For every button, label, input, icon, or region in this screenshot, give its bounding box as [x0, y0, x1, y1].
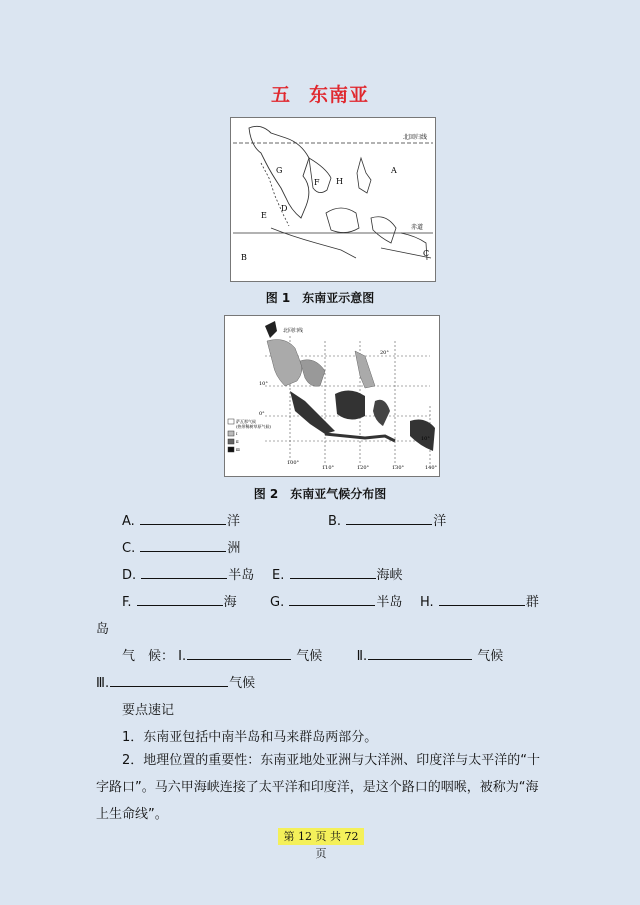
blank-climate-3[interactable] [110, 672, 228, 687]
question-d [122, 564, 254, 583]
question-a-label: A. [122, 514, 135, 529]
label-h: H [336, 177, 343, 186]
question-f-suffix: 海 [223, 595, 237, 610]
label-f: F [314, 178, 320, 187]
question-g-label: G. [270, 595, 285, 610]
label-a: A [391, 166, 397, 175]
question-b [328, 510, 446, 529]
question-a [122, 510, 240, 529]
section-title [0, 80, 640, 107]
blank-d[interactable] [141, 564, 227, 579]
legend-title2: (热带稀树草原气候) [236, 424, 272, 429]
question-e-label: E. [272, 568, 285, 583]
question-d-label: D. [122, 568, 137, 583]
section-number: 五 [270, 84, 291, 106]
question-e-suffix: 海峡 [376, 568, 403, 583]
climate-legend [228, 418, 272, 452]
climate-distribution-map [225, 316, 439, 476]
blank-climate-2[interactable] [368, 645, 472, 660]
question-g [270, 591, 402, 610]
climate-question-3 [96, 672, 255, 691]
blank-g[interactable] [289, 591, 375, 606]
figure-2-caption: 图 2 东南亚气候分布图 [253, 487, 387, 501]
lon-100: 100° [287, 460, 300, 466]
notes-item-2: 2．地理位置的重要性：东南亚地处亚洲与大洋洲、印度洋与太平洋的“十字路口”。马六甲海峡连接了太平洋和印度洋，是这个路口的咽喉，被称为“海上生命线”。 [96, 753, 541, 822]
southeast-asia-outline-map [231, 118, 435, 281]
climate-2-label: Ⅱ. [356, 649, 368, 664]
legend-title: 萨瓦那气候 [236, 419, 256, 424]
lat-20: 20° [380, 350, 389, 356]
fig2-tropic-label: 北回归线 [283, 328, 304, 334]
question-h [420, 591, 539, 610]
section-name: 东南亚 [309, 84, 370, 106]
climate-1-label: Ⅰ. [178, 649, 187, 664]
blank-f[interactable] [137, 591, 223, 606]
climate-label: 气 候： [122, 649, 175, 664]
lon-110: 110° [322, 465, 335, 471]
climate-2-suffix: 气候 [477, 649, 504, 664]
legend-3: Ⅲ [236, 447, 240, 452]
label-e: E [261, 211, 267, 220]
label-b: B [241, 253, 247, 262]
blank-c[interactable] [140, 537, 226, 552]
lon-140: 140° [425, 465, 438, 471]
question-f-label: F. [122, 595, 132, 610]
notes-heading: 要点速记 [122, 703, 175, 718]
question-e [272, 564, 403, 583]
figure-1-caption: 图 1 东南亚示意图 [265, 291, 375, 305]
equator-label: 赤道 [411, 224, 424, 231]
question-h-wrap: 岛 [96, 622, 110, 637]
question-h-label: H. [420, 595, 434, 610]
climate-1-suffix: 气候 [296, 649, 323, 664]
legend-1: Ⅰ [236, 431, 238, 436]
figure-1-map [230, 117, 436, 282]
question-b-label: B. [328, 514, 342, 529]
question-b-suffix: 洋 [433, 514, 447, 529]
question-f [122, 591, 237, 610]
blank-climate-1[interactable] [187, 645, 291, 660]
blank-a[interactable] [140, 510, 226, 525]
legend-2: Ⅱ [236, 439, 239, 444]
blank-b[interactable] [346, 510, 432, 525]
lon-120: 120° [357, 465, 370, 471]
question-a-suffix: 洋 [226, 514, 240, 529]
label-c: C [423, 249, 430, 258]
lon-130: 130° [392, 465, 405, 471]
question-c-label: C. [122, 541, 136, 556]
climate-3-label: Ⅲ. [96, 676, 110, 691]
question-d-suffix: 半岛 [228, 568, 255, 583]
climate-3-suffix: 气候 [229, 676, 256, 691]
blank-h[interactable] [439, 591, 525, 606]
tropic-label: 北回归线 [403, 134, 428, 141]
lat-10s: 10° [421, 436, 430, 442]
figure-2-map [224, 315, 440, 477]
notes-item-1: 1．东南亚包括中南半岛和马来群岛两部分。 [122, 730, 378, 745]
label-d: D [281, 204, 288, 213]
question-c-suffix: 洲 [227, 541, 241, 556]
blank-e[interactable] [290, 564, 376, 579]
question-h-suffix: 群 [525, 595, 539, 610]
label-g: G [276, 166, 283, 175]
lat-10n: 10° [259, 381, 268, 387]
climate-question [122, 645, 503, 664]
question-c [122, 537, 240, 556]
question-g-suffix: 半岛 [376, 595, 403, 610]
page-footer: 第 12 页 共 72 页 [278, 828, 364, 845]
lat-0: 0° [259, 411, 265, 417]
